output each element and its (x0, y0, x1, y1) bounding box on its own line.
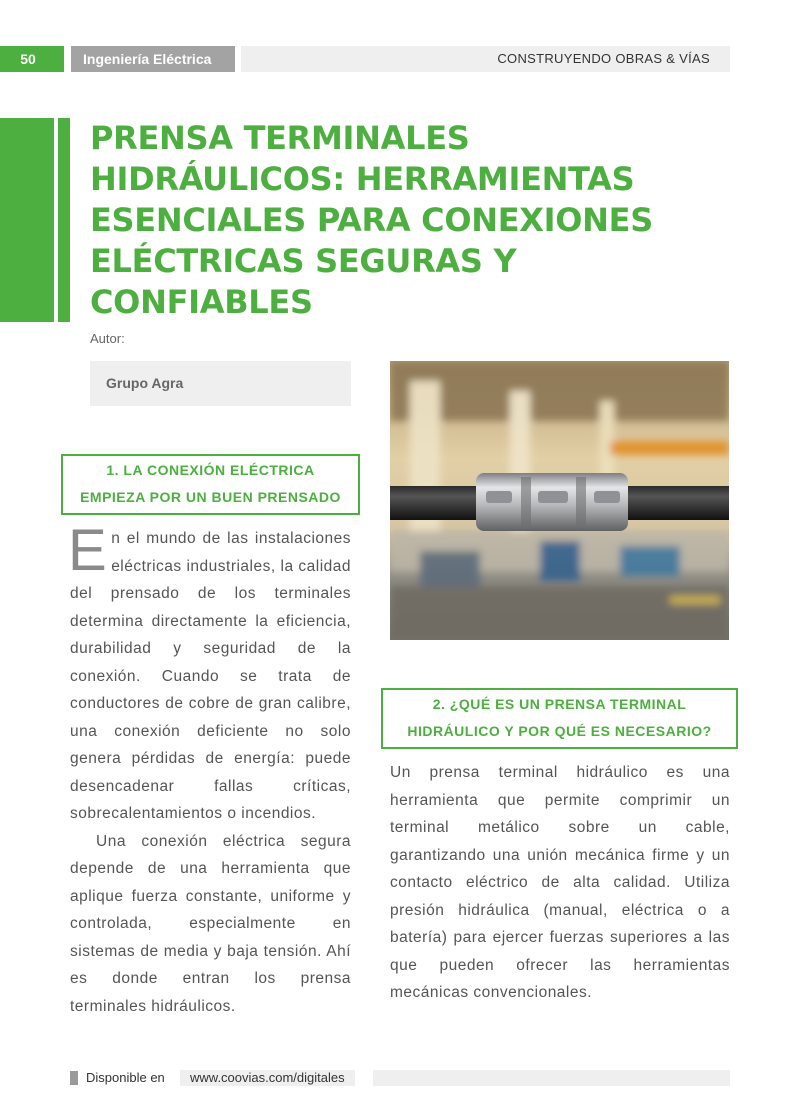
section-2-heading (381, 688, 738, 749)
section-1-heading-line-2: EMPIEZA POR UN BUEN PRENSADO (80, 489, 341, 505)
publication-name: CONSTRUYENDO OBRAS & VÍAS (241, 46, 730, 72)
footer-strip (373, 1070, 730, 1086)
crimped-cable-photo (390, 361, 729, 640)
section-2-heading-line-2: HIDRÁULICO Y POR QUÉ ES NECESARIO? (407, 723, 712, 739)
title-accent-bar (0, 118, 54, 322)
section-tag: Ingeniería Eléctrica (71, 46, 235, 72)
section-1-paragraph-2: Una conexión eléctrica segura depende de una herramienta que aplique fuerza constante, uniforme y controlada, especialmente en sistemas de media y baja tensión. Ahí es donde entran los prensa terminales hidráulicos. (70, 832, 351, 1015)
section-2-heading-line-1: 2. ¿QUÉ ES UN PRENSA TERMINAL (432, 696, 687, 712)
photo-illustration (390, 361, 729, 640)
footer-available-label: Disponible en (86, 1070, 165, 1085)
section-1-heading-line-1: 1. LA CONEXIÓN ELÉCTRICA (106, 462, 315, 478)
section-2-body (390, 759, 730, 1007)
footer-url-link[interactable]: www.coovias.com/digitales (180, 1070, 355, 1086)
section-1-heading (61, 454, 360, 515)
article-title: PRENSA TERMINALES HIDRÁULICOS: HERRAMIENTAS ESENCIALES PARA CONEXIONES ELÉCTRICAS SEGURAS Y CONFIABLES (90, 119, 653, 321)
section-1-body (68, 518, 351, 1020)
section-1-paragraph-1 (68, 518, 351, 828)
author-name: Grupo Agra (90, 361, 351, 406)
section-1-paragraph-1-text: n el mundo de las instalaciones eléctricas industriales, la calidad del prensado de los terminales determina directamente la eficiencia, durabilidad y seguridad de la conexión. Cuando se trata de conductores de cobre de gran calibre, una conexión deficiente no solo genera pérdidas de energía: puede desencadenar fallas críticas, sobrecalentamientos o incendios. (70, 530, 351, 822)
section-2-paragraph-1: Un prensa terminal hidráulico es una herramienta que permite comprimir un terminal metálico sobre un cable, garantizando una unión mecánica firme y un contacto eléctrico de alta calidad. Utiliza presión hidráulica (manual, eléctrica o a batería) para ejercer fuerzas superiores a las que pueden ofrecer las herramientas mecánicas convencionales. (390, 764, 730, 1001)
page-number: 50 (0, 46, 64, 72)
author-label: Autor: (90, 331, 125, 346)
drop-cap: E (68, 518, 108, 583)
footer-marker (70, 1071, 78, 1085)
title-accent-bar-thin (58, 118, 70, 322)
